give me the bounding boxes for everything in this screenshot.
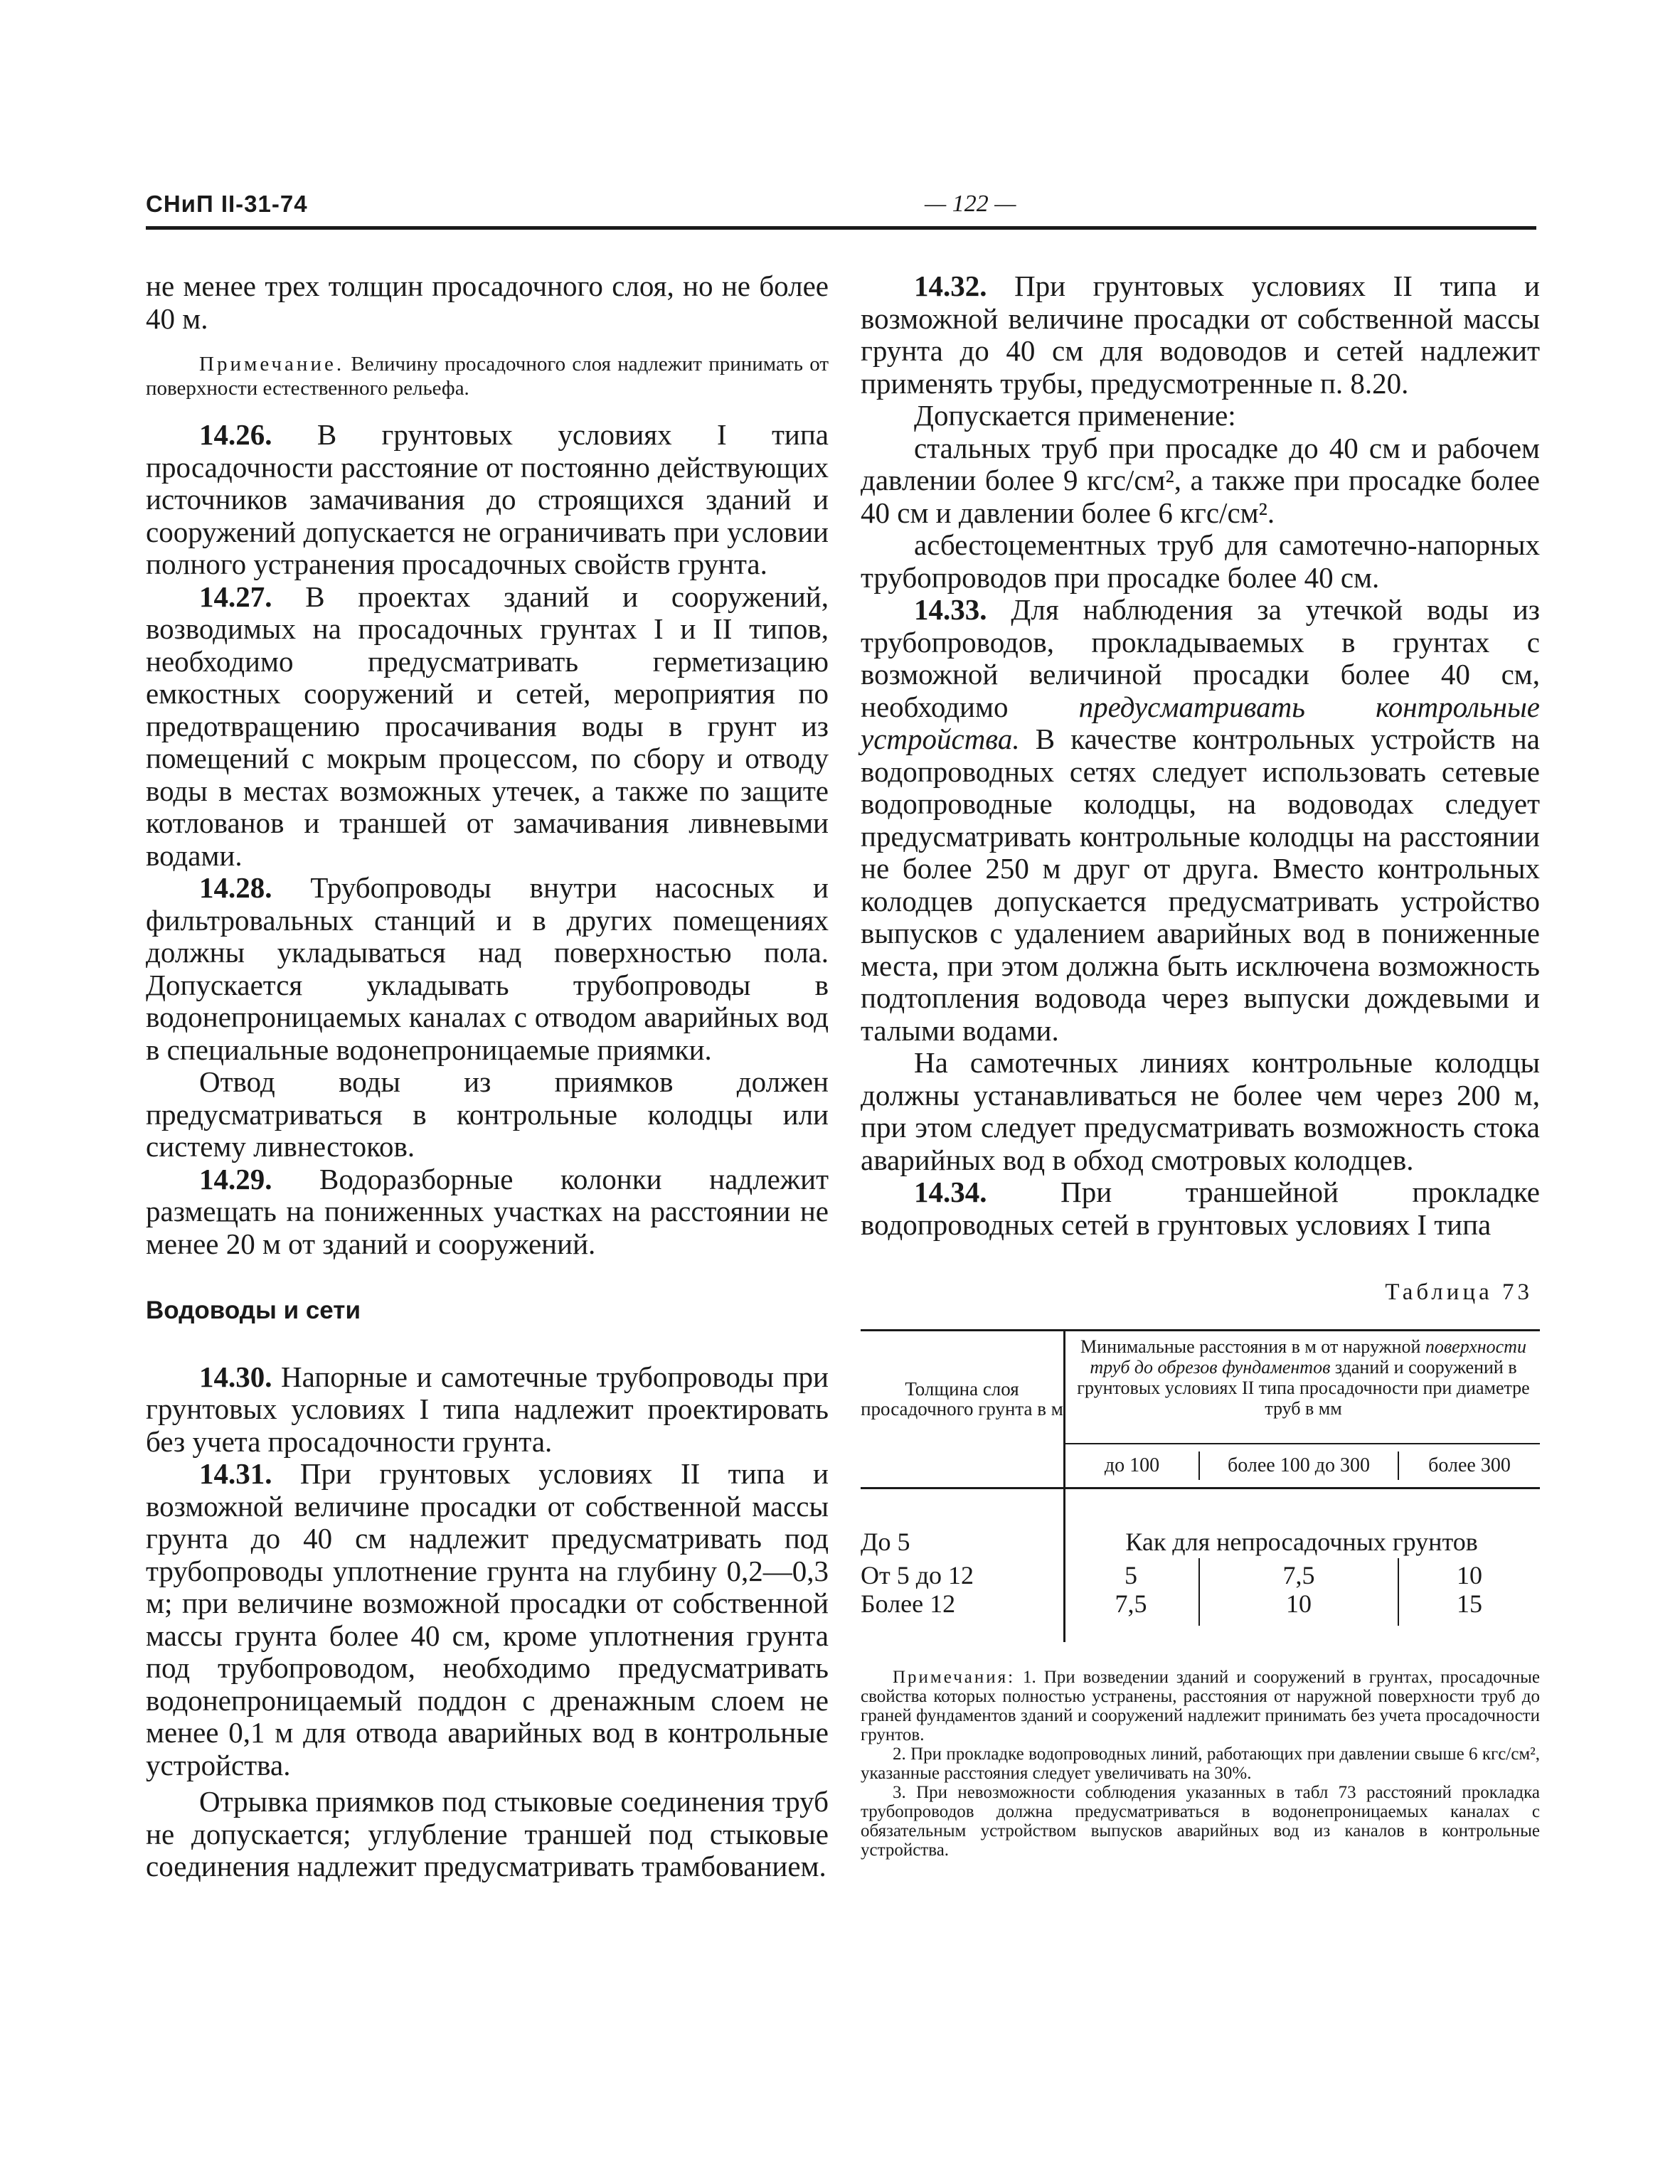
clause-text: В качестве контрольных устройств на водопроводных сетях следует использовать сетевые водопроводные колодцы, на водоводах следует предусматривать контрольные колодцы на расстоянии не более 250 м друг от друга. Вместо контрольных колодцев допускается предусматривать устройство выпусков с удалением аварийных вод в пониженные места, при этом должна быть исключена возможность подтопления водовода через выпуски дождевыми и талыми водами. [861,723,1540,1047]
notes-label: Примечания: [893,1667,1016,1687]
clause-14-29 [146,1163,829,1261]
clause-14-26 [146,419,829,581]
clause-14-33 [861,594,1540,1047]
table-row-label: Более 12 [861,1589,956,1618]
paragraph-continuation: не менее трех толщин просадочного слоя, но не более 40 м. [146,270,829,335]
table-subheader: более 100 до 300 [1228,1454,1370,1476]
table-header-distances [1070,1336,1536,1419]
clause-text: Для наблюдения за утечкой воды из трубопроводов, прокладываемых в грунтах с возможной величиной просадки более 40 см, необходимо [861,593,1540,723]
clause-number: 14.28. [199,871,272,904]
clause-number: 14.30. [199,1360,272,1393]
table-cell: 10 [1286,1589,1312,1618]
section-heading: Водоводы и сети [146,1296,361,1324]
clause-number: 14.27. [199,580,272,613]
table-subheader: до 100 [1104,1454,1160,1476]
clause-number: 14.26. [199,418,272,451]
table-subheader-rule [1063,1443,1540,1444]
table-cell: 15 [1457,1589,1482,1618]
clause-14-32-steel: стальных труб при просадке до 40 см и рабочем давлении более 9 кгс/см², а также при просадке более 40 см и давлении более 6 кгс/см². [861,431,1540,529]
header-text-italic: поверхности труб до обрезов фундаментов [1090,1336,1526,1378]
document-code: СНиП II-31-74 [146,191,308,217]
clause-14-28 [146,872,829,1066]
header-rule [146,226,1536,230]
note-label: Примечание. [199,353,345,375]
clause-number: 14.33. [914,593,987,626]
clause-number: 14.34. [914,1176,987,1208]
table-note-3: 3. При невозможности соблюдения указанных в табл 73 расстояний прокладка трубопроводов должна предусматриваться в водонепроницаемых каналах с обязательным устройством выпусков аварийных вод из каналов в контрольные устройства. [861,1782,1540,1860]
table-header-rule [861,1487,1540,1489]
clause-text: При грунтовых условиях II типа и возможной величине просадки от собственной массы грунта до 40 см надлежит предусматривать под трубопроводы уплотнение грунта на глубину 0,2—0,3 м; при величине возможной просадки от собственной массы грунта более 40 см, кроме уплотнения грунта под трубопроводом, необходимо предусматривать водонепроницаемый поддон с дренажным слоем не менее 0,1 м для отвода аварийных вод в контрольные устройства. [146,1457,829,1781]
table-note-1 [861,1668,1540,1744]
clause-text-emphasis: предусматривать контрольные устройства. [861,690,1540,755]
table-cell: 7,5 [1115,1589,1147,1618]
table-note-2: 2. При прокладке водопроводных линий, работающих при давлении свыше 6 кгс/см², указанные расстояния следует увеличивать на 30%. [861,1744,1540,1783]
note-text: Величину просадочного слоя надлежит принимать от поверхности естественного рельефа. [146,353,829,400]
table-row-label: От 5 до 12 [861,1560,974,1589]
clause-text: Напорные и самотечные трубопроводы при грунтовых условиях I типа надлежит проектировать без учета просадочности грунта. [146,1360,829,1458]
clause-text: Трубопроводы внутри насосных и фильтровальных станций и в других помещениях должны укладываться над поверхностью пола. Допускается укладывать трубопроводы в водонепроницаемых каналах с отводом аварийных вод в специальные водонепроницаемые приямки. [146,871,829,1066]
table-body-divider [1198,1558,1200,1626]
clause-14-31 [146,1458,829,1781]
clause-number: 14.32. [914,270,987,302]
clause-number: 14.29. [199,1162,272,1195]
page-header [146,191,1536,225]
clause-number: 14.31. [199,1457,272,1490]
clause-14-28-continued: Отвод воды из приямков должен предусматриваться в контрольные колодцы или систему ливнестоков. [146,1065,829,1163]
clause-14-30 [146,1361,829,1459]
clause-text: При грунтовых условиях II типа и возможной величине просадки от собственной массы грунта до 40 см для водоводов и сетей надлежит применять трубы, предусмотренные п. 8.20. [861,270,1540,400]
clause-text: Водоразборные колонки надлежит размещать на пониженных участках на расстоянии не менее 20 м от зданий и сооружений. [146,1162,829,1260]
clause-text: При траншейной прокладке водопроводных сетей в грунтовых условиях I типа [861,1176,1540,1241]
header-text: Минимальные расстояния в м от наружной [1080,1336,1425,1357]
clause-14-34 [861,1176,1540,1241]
table-title: Таблица 73 [1385,1279,1533,1305]
note [146,352,829,400]
left-column [146,270,829,1883]
header-text: зданий и сооружений в грунтовых условиях II типа просадочности при диаметре труб в мм [1077,1356,1530,1419]
table-cell: 10 [1457,1560,1482,1589]
table-subheader: более 300 [1428,1454,1511,1476]
clause-text: В проектах зданий и сооружений, возводимых на просадочных грунтах I и II типов, необходимо предусматривать герметизацию емкостных сооружений и сетей, мероприятия по предотвращению просачивания воды в грунт из помещений с мокрым процессом, по сбору и отводу воды в местах возможных утечек, а также по защите котлованов и траншей от замачивания ливневыми водами. [146,580,829,872]
table-row-span: Как для непросадочных грунтов [1125,1527,1478,1556]
clause-14-32-allowed: Допускается применение: [914,399,1236,432]
clause-14-33-continued: На самотечных линиях контрольные колодцы должны устанавливаться не более чем через 200 м, при этом следует предусматривать возможность стока аварийных вод в обход смотровых колодцев. [861,1046,1540,1176]
clause-14-27 [146,581,829,873]
table-header-thickness: Толщина слоя просадочного грунта в м [861,1378,1063,1419]
page-number: — 122 — [925,191,1016,217]
table-cell: 5 [1125,1560,1137,1589]
table-row-label: До 5 [861,1527,910,1556]
table-cell: 7,5 [1282,1560,1315,1589]
table-notes [861,1668,1540,1860]
right-column [861,270,1540,1860]
table-top-rule [861,1329,1540,1331]
clause-14-32-asbestos: асбестоцементных труб для самотечно-напорных трубопроводов при просадке более 40 см. [861,528,1540,594]
clause-text: В грунтовых условиях I типа просадочности расстояние от постоянно действующих источников замачивания до строящихся зданий и сооружений допускается не ограничивать при условии полного устранения просадочных свойств грунта. [146,418,829,580]
table-body-divider [1398,1558,1399,1626]
clause-14-31-continued: Отрывка приямков под стыковые соединения труб не допускается; углубление траншей под стыковые соединения надлежит предусматривать трамбованием. [146,1785,829,1882]
note-text: 1. При возведении зданий и сооружений в грунтах, просадочные свойства которых полностью устранены, расстояния от наружной поверхности труб до граней фундаментов зданий и сооружений надлежит принимать без учета просадочности грунтов. [861,1667,1540,1744]
table-73 [861,1329,1540,1642]
clause-14-32 [861,270,1540,400]
